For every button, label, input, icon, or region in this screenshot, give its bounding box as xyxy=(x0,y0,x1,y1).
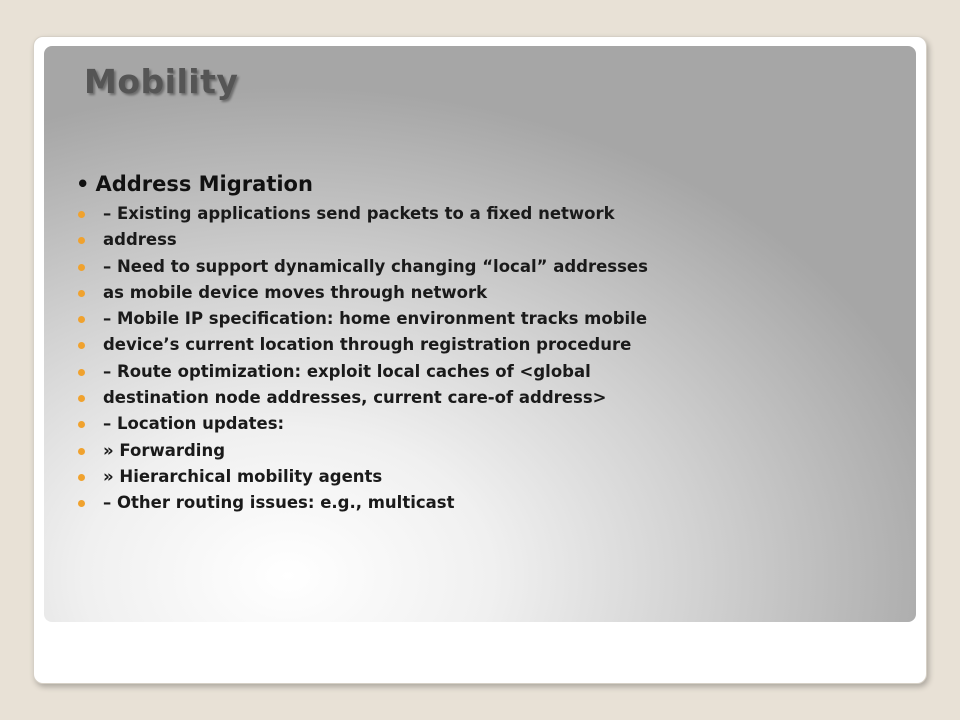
bullet-dot-icon xyxy=(78,474,85,481)
bullet-dot-icon xyxy=(78,316,85,323)
list-item: as mobile device moves through network xyxy=(78,280,648,306)
bullet-dot-icon xyxy=(78,395,85,402)
list-item: – Other routing issues: e.g., multicast xyxy=(78,490,648,516)
heading-text: Address Migration xyxy=(95,172,313,196)
list-item: – Existing applications send packets to a fixed network xyxy=(78,201,648,227)
bullet-dot-icon xyxy=(78,211,85,218)
list-item: destination node addresses, current care-of address> xyxy=(78,385,648,411)
list-item: address xyxy=(78,227,648,253)
bullet-dot-icon xyxy=(78,369,85,376)
bullet-dot-icon xyxy=(78,237,85,244)
bullet-dot-icon xyxy=(78,421,85,428)
heading-bullet: • xyxy=(76,172,90,196)
section-heading xyxy=(76,172,313,196)
list-item: » Forwarding xyxy=(78,438,648,464)
bullet-dot-icon xyxy=(78,500,85,507)
bullet-list xyxy=(78,201,648,517)
list-item: – Need to support dynamically changing “local” addresses xyxy=(78,254,648,280)
list-item: device’s current location through registration procedure xyxy=(78,332,648,358)
bullet-dot-icon xyxy=(78,290,85,297)
bullet-dot-icon xyxy=(78,448,85,455)
list-item: – Location updates: xyxy=(78,411,648,437)
list-item: – Mobile IP specification: home environment tracks mobile xyxy=(78,306,648,332)
list-item: – Route optimization: exploit local caches of <global xyxy=(78,359,648,385)
list-item: » Hierarchical mobility agents xyxy=(78,464,648,490)
slide-title: Mobility xyxy=(84,62,239,101)
bullet-dot-icon xyxy=(78,264,85,271)
bullet-dot-icon xyxy=(78,342,85,349)
